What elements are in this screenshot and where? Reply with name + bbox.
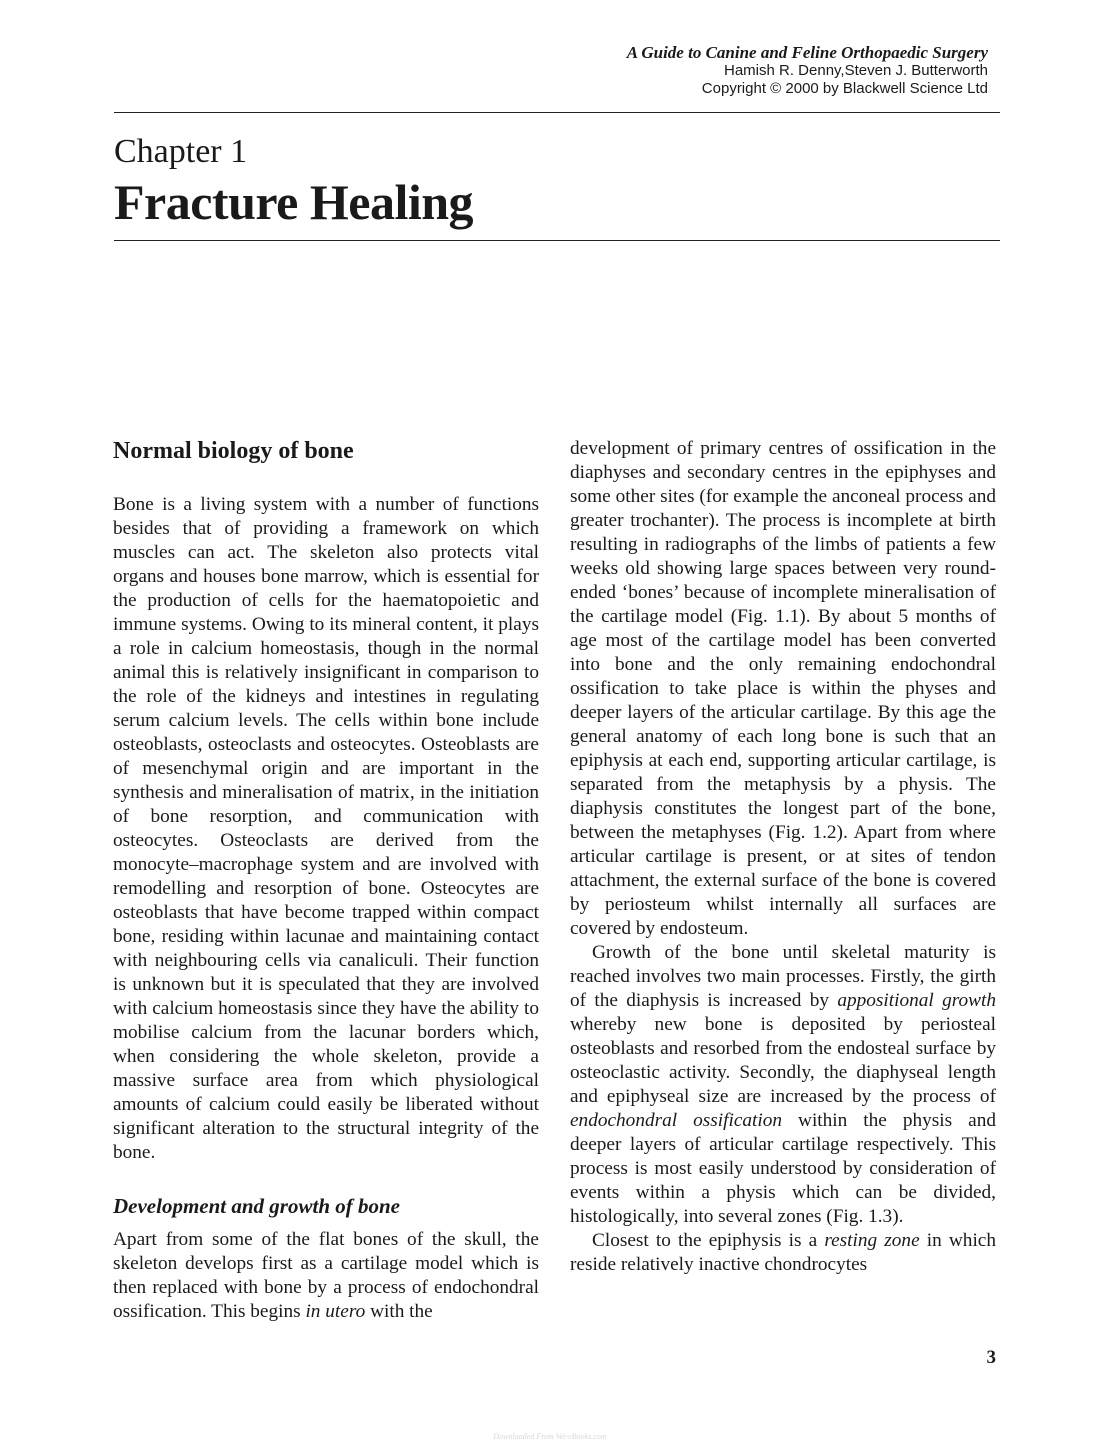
header-rule-top: [114, 112, 1000, 113]
chapter-label: Chapter 1: [114, 133, 248, 170]
text-run: Growth of the bone until skeletal maturity is reached involves two main processes. Firstly, the girth of the diaphysis is increased by: [570, 942, 996, 1011]
italic-term: appositional growth: [837, 990, 996, 1011]
subsection-heading: Development and growth of bone: [113, 1194, 400, 1218]
book-title: A Guide to Canine and Feline Orthopaedic Surgery: [626, 43, 988, 62]
header-rule-bottom: [114, 240, 1000, 241]
chapter-title: Fracture Healing: [114, 174, 474, 230]
italic-term: resting zone: [824, 1230, 920, 1251]
body-paragraph: development of primary centres of ossification in the diaphyses and secondary centres in the epiphyses and some other sites (for example the anconeal process and greater trochanter). The process is incomplete at birth resulting in radiographs of the limbs of patients a few weeks old showing large spaces between very round-ended ‘bones’ because of incomplete mineralisation of the cartilage model (Fig. 1.1). By about 5 months of age most of the cartilage model has been converted into bone and the only remaining endochondral ossification to take place is within the physes and deeper layers of the articular cartilage. By this age the general anatomy of each long bone is such that an epiphysis at each end, supporting articular cartilage, is separated from the metaphysis by a physis. The diaphysis constitutes the longest part of the bone, between the metaphyses (Fig. 1.2). Apart from where articular cartilage is present, or at sites of tendon attachment, the external surface of the bone is covered by periosteum whilst internally all surfaces are covered by endosteum.: [570, 438, 996, 939]
page-number: 3: [986, 1347, 996, 1368]
text-run: Apart from some of the flat bones of the skull, the skeleton develops first as a cartilage model which is then replaced with bone by a process of endochondral ossification. This begins: [113, 1229, 539, 1322]
book-authors: Hamish R. Denny,Steven J. Butterworth: [724, 62, 988, 79]
text-run: with the: [365, 1301, 433, 1322]
body-paragraph: [570, 941, 996, 1229]
running-header: [627, 44, 988, 98]
italic-term: in utero: [305, 1301, 366, 1322]
italic-term: endochondral ossification: [570, 1110, 783, 1131]
left-column: [113, 436, 539, 1324]
text-run: within the physis and deeper layers of articular cartilage respectively. This process is most easily understood by consideration of events within a physis which can be divided, histologically, into several zones (Fig. 1.3).: [570, 1110, 996, 1227]
body-paragraph: Bone is a living system with a number of functions besides that of providing a framework on which muscles can act. The skeleton also protects vital organs and houses bone marrow, which is essential for the production of cells for the haematopoietic and immune systems. Owing to its mineral content, it plays a role in calcium homeostasis, though in the normal animal this is relatively insignificant in comparison to the role of the kidneys and intestines in regulating serum calcium levels. The cells within bone include osteoblasts, osteoclasts and osteocytes. Osteoblasts are of mesenchymal origin and are important in the synthesis and mineralisation of matrix, in the initiation of bone resorption, and communication with osteocytes. Osteoclasts are derived from the monocyte–macrophage system and are involved with remodelling and resorption of bone. Osteocytes are osteoblasts that have become trapped within compact bone, residing within lacunae and maintaining contact with neighbouring cells via canaliculi. Their function is unknown but it is speculated that they are involved with calcium homeostasis since they have the ability to mobilise calcium from the lacunar borders which, when considering the whole skeleton, provide a massive surface area from which physiological amounts of calcium could easily be liberated without significant alteration to the structural integrity of the bone.: [113, 494, 539, 1163]
text-run: in which reside relatively inactive chondrocytes: [570, 1230, 997, 1275]
right-column: [570, 437, 996, 1277]
footer-watermark: Downloaded From Vet-eBooks.com: [493, 1432, 607, 1441]
body-paragraph: [570, 1229, 996, 1277]
section-heading: Normal biology of bone: [113, 438, 354, 464]
text-run: Closest to the epiphysis is a: [592, 1230, 825, 1251]
book-copyright: Copyright © 2000 by Blackwell Science Ltd: [701, 80, 988, 97]
body-paragraph: [113, 1228, 539, 1324]
text-run: whereby new bone is deposited by periosteal osteoblasts and resorbed from the endosteal surface by osteoclastic activity. Secondly, the diaphyseal length and epiphyseal size are increased by the process of: [570, 1014, 996, 1107]
